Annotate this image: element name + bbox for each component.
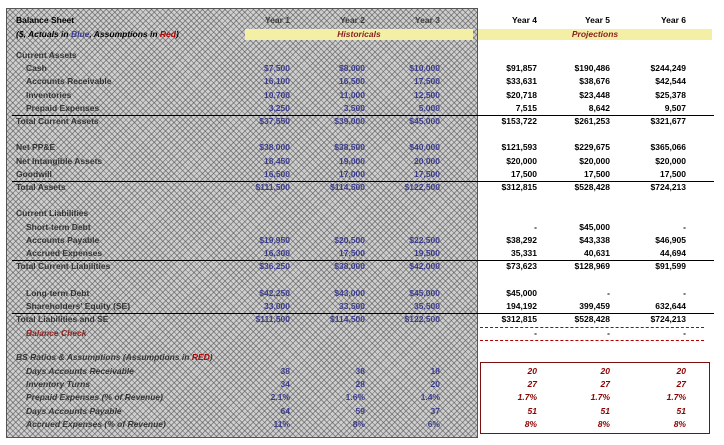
cell-year-3: 5,000 bbox=[418, 102, 440, 113]
row-label: Goodwill bbox=[16, 168, 52, 179]
cell-year-3: 17,500 bbox=[414, 76, 440, 87]
ratio-cell-year-1: 64 bbox=[280, 405, 290, 416]
cell-year-3: $40,000 bbox=[409, 142, 440, 153]
cell-year-4: $45,000 bbox=[506, 287, 537, 298]
cell-year-5: 8,642 bbox=[588, 102, 610, 113]
units-note: ($, Actuals in Blue, Assumptions in Red) bbox=[16, 29, 179, 39]
ratio-cell-year-1: 11% bbox=[273, 418, 290, 429]
cell-year-3: 20,000 bbox=[414, 155, 440, 166]
row-label: Accounts Receivable bbox=[26, 76, 112, 87]
cell-year-5: $23,448 bbox=[579, 89, 610, 100]
cell-year-5: - bbox=[607, 287, 610, 298]
ratio-cell-year-1: 2.1% bbox=[270, 392, 290, 403]
row-label: Total Liabilities and SE bbox=[16, 314, 109, 324]
cell-year-1: 33,000 bbox=[264, 300, 290, 311]
cell-year-3: 12,500 bbox=[414, 89, 440, 100]
cell-year-4: - bbox=[534, 221, 537, 232]
balance-check-dash-top bbox=[480, 327, 704, 328]
ratio-cell-year-4: 27 bbox=[527, 379, 537, 390]
cell-year-2: $20,500 bbox=[334, 234, 365, 245]
sheet-title: Balance Sheet bbox=[16, 15, 75, 25]
row-label: Total Assets bbox=[16, 182, 66, 192]
row-label: Current Assets bbox=[16, 50, 77, 60]
table-row bbox=[6, 90, 718, 102]
table-row bbox=[6, 182, 718, 194]
row-label: Cash bbox=[26, 63, 47, 74]
col-header-1: Year 1 bbox=[264, 15, 290, 25]
cell-year-1: 16,500 bbox=[264, 168, 290, 179]
cell-year-6: $724,213 bbox=[650, 314, 686, 324]
cell-year-1: $37,550 bbox=[259, 116, 290, 126]
ratio-cell-year-6: 8% bbox=[673, 418, 686, 429]
cell-year-6: $365,066 bbox=[650, 142, 686, 153]
cell-year-4: $73,623 bbox=[506, 261, 537, 272]
table-row bbox=[6, 116, 718, 128]
ratio-label: Prepaid Expenses (% of Revenue) bbox=[26, 392, 163, 403]
table-row bbox=[6, 314, 718, 326]
cell-year-5: 17,500 bbox=[584, 168, 610, 179]
ratio-cell-year-4: 51 bbox=[527, 405, 537, 416]
table-row bbox=[6, 261, 718, 273]
ratio-cell-year-2: 8% bbox=[352, 418, 365, 429]
table-row bbox=[6, 274, 718, 286]
table-row bbox=[6, 288, 718, 300]
cell-year-3: $45,000 bbox=[409, 287, 440, 298]
cell-year-1: $111,500 bbox=[255, 182, 290, 192]
cell-year-4: $91,857 bbox=[506, 63, 537, 74]
cell-year-3: 17,500 bbox=[414, 168, 440, 179]
table-row bbox=[6, 169, 718, 181]
cell-year-4: $33,631 bbox=[506, 76, 537, 87]
col-header-2: Year 2 bbox=[339, 15, 365, 25]
cell-year-1: 10,700 bbox=[264, 89, 290, 100]
row-label: Total Current Liabilities bbox=[16, 261, 111, 272]
row-label: Current Liabilities bbox=[16, 208, 89, 219]
total-rule bbox=[12, 260, 714, 261]
cell-year-3: $10,000 bbox=[409, 63, 440, 74]
ratio-cell-year-4: 8% bbox=[524, 418, 537, 429]
ratio-cell-year-3: 18 bbox=[430, 366, 440, 376]
cell-year-1: $19,950 bbox=[259, 234, 290, 245]
cell-year-2: $114,500 bbox=[330, 314, 365, 324]
cell-year-6: 44,694 bbox=[660, 248, 686, 258]
table-row bbox=[6, 129, 718, 141]
balance-check-dash-bottom bbox=[480, 340, 704, 341]
row-label: Prepaid Expenses bbox=[26, 102, 100, 113]
ratio-label: Days Accounts Payable bbox=[26, 405, 122, 416]
cell-year-4: $38,292 bbox=[506, 234, 537, 245]
table-row bbox=[6, 50, 718, 62]
cell-year-6: $20,000 bbox=[655, 155, 686, 166]
cell-year-2: 19,000 bbox=[339, 155, 365, 166]
cell-year-3: $122,500 bbox=[404, 314, 440, 324]
cell-year-4: $20,718 bbox=[506, 89, 537, 100]
cell-year-4: 194,192 bbox=[506, 300, 537, 311]
cell-year-4: 7,515 bbox=[515, 102, 537, 113]
ratio-cell-year-6: 1.7% bbox=[666, 392, 686, 403]
col-header-4: Year 4 bbox=[511, 15, 537, 25]
ratio-cell-year-5: 20 bbox=[600, 366, 610, 376]
total-rule bbox=[12, 181, 714, 182]
cell-year-5: $38,676 bbox=[579, 76, 610, 87]
cell-year-3: 35,500 bbox=[414, 300, 440, 311]
table-row bbox=[6, 301, 718, 313]
ratio-label: Days Accounts Receivable bbox=[26, 366, 134, 376]
row-label: Total Current Assets bbox=[16, 116, 99, 126]
row-label: Short-term Debt bbox=[26, 221, 91, 232]
cell-year-2: $39,000 bbox=[334, 116, 365, 126]
cell-year-2: $43,000 bbox=[334, 287, 365, 298]
cell-year-6: 9,507 bbox=[664, 102, 686, 113]
cell-year-3: $122,500 bbox=[404, 182, 440, 192]
cell-year-5: $528,428 bbox=[574, 314, 610, 324]
cell-year-5: $528,428 bbox=[574, 182, 610, 192]
ratio-cell-year-2: 59 bbox=[355, 405, 365, 416]
ratio-cell-year-4: 1.7% bbox=[517, 392, 537, 403]
ratio-cell-year-5: 1.7% bbox=[590, 392, 610, 403]
cell-year-2: 11,000 bbox=[339, 89, 365, 100]
table-row bbox=[6, 156, 718, 168]
ratio-cell-year-3: 1.4% bbox=[420, 392, 440, 403]
ratio-cell-year-3: 20 bbox=[430, 379, 440, 390]
cell-year-5: $128,969 bbox=[574, 261, 610, 272]
cell-year-6: - bbox=[683, 221, 686, 232]
cell-year-5: $43,338 bbox=[579, 234, 610, 245]
table-row bbox=[6, 235, 718, 247]
ratio-cell-year-6: 20 bbox=[676, 366, 686, 376]
cell-year-1: 16,100 bbox=[264, 76, 290, 87]
row-label: Inventories bbox=[26, 89, 72, 100]
row-label: Net Intangible Assets bbox=[16, 155, 103, 166]
balance-check-label: Balance Check bbox=[26, 328, 87, 338]
cell-year-5: $20,000 bbox=[579, 155, 610, 166]
cell-year-1: 18,450 bbox=[264, 155, 290, 166]
cell-year-6: - bbox=[683, 287, 686, 298]
ratio-label: Inventory Turns bbox=[26, 379, 91, 390]
ratio-cell-year-1: 38 bbox=[280, 366, 290, 376]
cell-year-2: $38,000 bbox=[334, 261, 365, 272]
table-row bbox=[6, 142, 718, 154]
cell-year-2: 17,000 bbox=[339, 168, 365, 179]
balance-check-cell: - bbox=[607, 328, 610, 338]
ratio-cell-year-5: 27 bbox=[600, 379, 610, 390]
cell-year-5: $190,486 bbox=[574, 63, 610, 74]
balance-check-row bbox=[6, 328, 718, 340]
cell-year-4: $121,593 bbox=[501, 142, 537, 153]
cell-year-2: 17,500 bbox=[339, 248, 365, 258]
projections-band: Projections bbox=[478, 29, 712, 40]
cell-year-3: 19,500 bbox=[414, 248, 440, 258]
ratio-cell-year-2: 28 bbox=[355, 379, 365, 390]
cell-year-1: $42,250 bbox=[259, 287, 290, 298]
row-label: Accounts Payable bbox=[26, 234, 100, 245]
cell-year-4: 35,331 bbox=[511, 248, 537, 258]
balance-check-cell: - bbox=[534, 328, 537, 338]
cell-year-4: $20,000 bbox=[506, 155, 537, 166]
cell-year-1: $7,500 bbox=[264, 63, 290, 74]
col-header-6: Year 6 bbox=[660, 15, 686, 25]
row-label: Accrued Expenses bbox=[26, 248, 103, 258]
cell-year-3: $22,500 bbox=[409, 234, 440, 245]
ratio-label: Accrued Expenses (% of Revenue) bbox=[26, 418, 166, 429]
cell-year-6: $244,249 bbox=[650, 63, 686, 74]
total-rule bbox=[12, 115, 714, 116]
cell-year-3: $42,000 bbox=[409, 261, 440, 272]
ratio-cell-year-2: 1.6% bbox=[345, 392, 365, 403]
table-row bbox=[6, 63, 718, 75]
ratio-cell-year-2: 38 bbox=[355, 366, 365, 376]
cell-year-6: $91,599 bbox=[655, 261, 686, 272]
cell-year-1: $36,250 bbox=[259, 261, 290, 272]
table-row bbox=[6, 248, 718, 260]
row-label: Shareholders' Equity (SE) bbox=[26, 300, 131, 311]
table-row bbox=[6, 222, 718, 234]
cell-year-4: 17,500 bbox=[511, 168, 537, 179]
cell-year-1: $38,000 bbox=[259, 142, 290, 153]
cell-year-1: $111,500 bbox=[255, 314, 290, 324]
cell-year-6: $46,905 bbox=[655, 234, 686, 245]
cell-year-1: 3,250 bbox=[268, 102, 290, 113]
cell-year-2: $8,000 bbox=[339, 63, 365, 74]
balance-check-cell: - bbox=[683, 328, 686, 338]
cell-year-5: 40,631 bbox=[584, 248, 610, 258]
cell-year-5: $261,253 bbox=[574, 116, 610, 126]
assumptions-box bbox=[480, 362, 710, 434]
total-rule bbox=[12, 313, 714, 314]
cell-year-4: $312,815 bbox=[501, 182, 537, 192]
ratios-title: BS Ratios & Assumptions (Assumptions in RED) bbox=[16, 352, 213, 362]
cell-year-6: $321,677 bbox=[650, 116, 686, 126]
cell-year-2: $114,500 bbox=[330, 182, 365, 192]
cell-year-4: $153,722 bbox=[501, 116, 537, 126]
cell-year-5: 399,459 bbox=[579, 300, 610, 311]
cell-year-6: 17,500 bbox=[660, 168, 686, 179]
cell-year-5: $229,675 bbox=[574, 142, 610, 153]
ratio-cell-year-6: 27 bbox=[676, 379, 686, 390]
cell-year-6: $724,213 bbox=[650, 182, 686, 192]
ratio-cell-year-1: 34 bbox=[280, 379, 290, 390]
row-label: Long-term Debt bbox=[26, 287, 90, 298]
cell-year-3: $45,000 bbox=[409, 116, 440, 126]
table-row bbox=[6, 76, 718, 88]
table-row bbox=[6, 195, 718, 207]
cell-year-2: $38,500 bbox=[334, 142, 365, 153]
cell-year-6: $25,378 bbox=[655, 89, 686, 100]
cell-year-1: 16,300 bbox=[264, 248, 290, 258]
cell-year-6: 632,644 bbox=[655, 300, 686, 311]
cell-year-2: 33,500 bbox=[339, 300, 365, 311]
historicals-band: Historicals bbox=[245, 29, 473, 40]
ratio-cell-year-5: 51 bbox=[600, 405, 610, 416]
cell-year-4: $312,815 bbox=[501, 314, 537, 324]
ratio-cell-year-6: 51 bbox=[676, 405, 686, 416]
ratio-cell-year-5: 8% bbox=[597, 418, 610, 429]
col-header-5: Year 5 bbox=[584, 15, 610, 25]
cell-year-2: 16,500 bbox=[339, 76, 365, 87]
table-row bbox=[6, 103, 718, 115]
cell-year-6: $42,544 bbox=[655, 76, 686, 87]
ratio-cell-year-3: 6% bbox=[427, 418, 440, 429]
row-label: Net PP&E bbox=[16, 142, 56, 153]
cell-year-5: $45,000 bbox=[579, 221, 610, 232]
cell-year-2: 3,500 bbox=[343, 102, 365, 113]
table-row bbox=[6, 208, 718, 220]
ratio-cell-year-3: 37 bbox=[430, 405, 440, 416]
ratio-cell-year-4: 20 bbox=[527, 366, 537, 376]
col-header-3: Year 3 bbox=[414, 15, 440, 25]
